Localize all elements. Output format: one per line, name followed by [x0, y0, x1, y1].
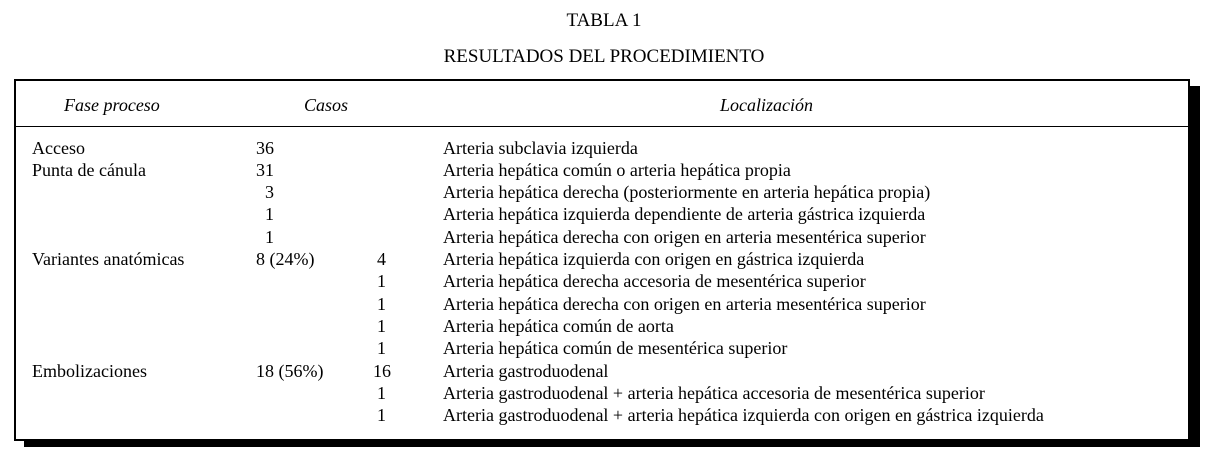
table-row [16, 337, 1188, 359]
table-row [16, 293, 1188, 315]
table-row [16, 181, 1188, 203]
results-table [14, 79, 1190, 441]
row-localizacion: Arteria hepática derecha con origen en arteria mesentérica superior [443, 294, 926, 314]
row-fase: Embolizaciones [32, 361, 147, 381]
row-localizacion: Arteria hepática común o arteria hepática propia [443, 160, 791, 180]
row-subcount: 1 [377, 294, 386, 314]
row-localizacion: Arteria hepática derecha accesoria de mesentérica superior [443, 271, 866, 291]
table-row [16, 315, 1188, 337]
table-row [16, 226, 1188, 248]
table-header [16, 81, 1188, 127]
row-localizacion: Arteria gastroduodenal + arteria hepática accesoria de mesentérica superior [443, 383, 985, 403]
row-subcount: 1 [377, 271, 386, 291]
table-row [16, 137, 1188, 159]
table-row [16, 203, 1188, 225]
row-localizacion: Arteria hepática izquierda dependiente de arteria gástrica izquierda [443, 204, 926, 224]
row-casos: 8 (24%) [256, 249, 315, 269]
row-localizacion: Arteria hepática común de aorta [443, 316, 674, 336]
table-title: RESULTADOS DEL PROCEDIMIENTO [443, 46, 765, 67]
row-localizacion: Arteria hepática derecha (posteriormente en arteria hepática propia) [443, 182, 931, 202]
row-casos: 36 [256, 138, 274, 158]
row-localizacion: Arteria gastroduodenal + arteria hepática izquierda con origen en gástrica izquierda [443, 405, 1044, 425]
row-subcount: 1 [377, 383, 386, 403]
table-row [16, 382, 1188, 404]
table-number: TABLA 1 [566, 10, 642, 31]
row-localizacion: Arteria subclavia izquierda [443, 138, 638, 158]
row-fase: Acceso [32, 138, 85, 158]
row-casos: 3 [265, 182, 274, 202]
table-row [16, 159, 1188, 181]
row-subcount: 1 [377, 338, 386, 358]
row-fase: Punta de cánula [32, 160, 146, 180]
header-casos: Casos [304, 95, 349, 115]
table-row [16, 360, 1188, 382]
row-casos: 1 [265, 227, 274, 247]
row-casos: 31 [256, 160, 274, 180]
row-localizacion: Arteria hepática común de mesentérica superior [443, 338, 788, 358]
row-localizacion: Arteria hepática izquierda con origen en gástrica izquierda [443, 249, 865, 269]
row-localizacion: Arteria hepática derecha con origen en arteria mesentérica superior [443, 227, 926, 247]
row-subcount: 1 [377, 316, 386, 336]
row-subcount: 1 [377, 405, 386, 425]
row-fase: Variantes anatómicas [32, 249, 185, 269]
row-subcount: 16 [373, 361, 391, 381]
row-localizacion: Arteria gastroduodenal [443, 361, 609, 381]
row-subcount: 4 [377, 249, 386, 269]
row-casos: 18 (56%) [256, 361, 324, 381]
header-fase: Fase proceso [64, 95, 160, 115]
table-row [16, 248, 1188, 270]
row-casos: 1 [265, 204, 274, 224]
table-row [16, 270, 1188, 292]
table-row [16, 404, 1188, 426]
header-localizacion: Localización [720, 95, 813, 115]
